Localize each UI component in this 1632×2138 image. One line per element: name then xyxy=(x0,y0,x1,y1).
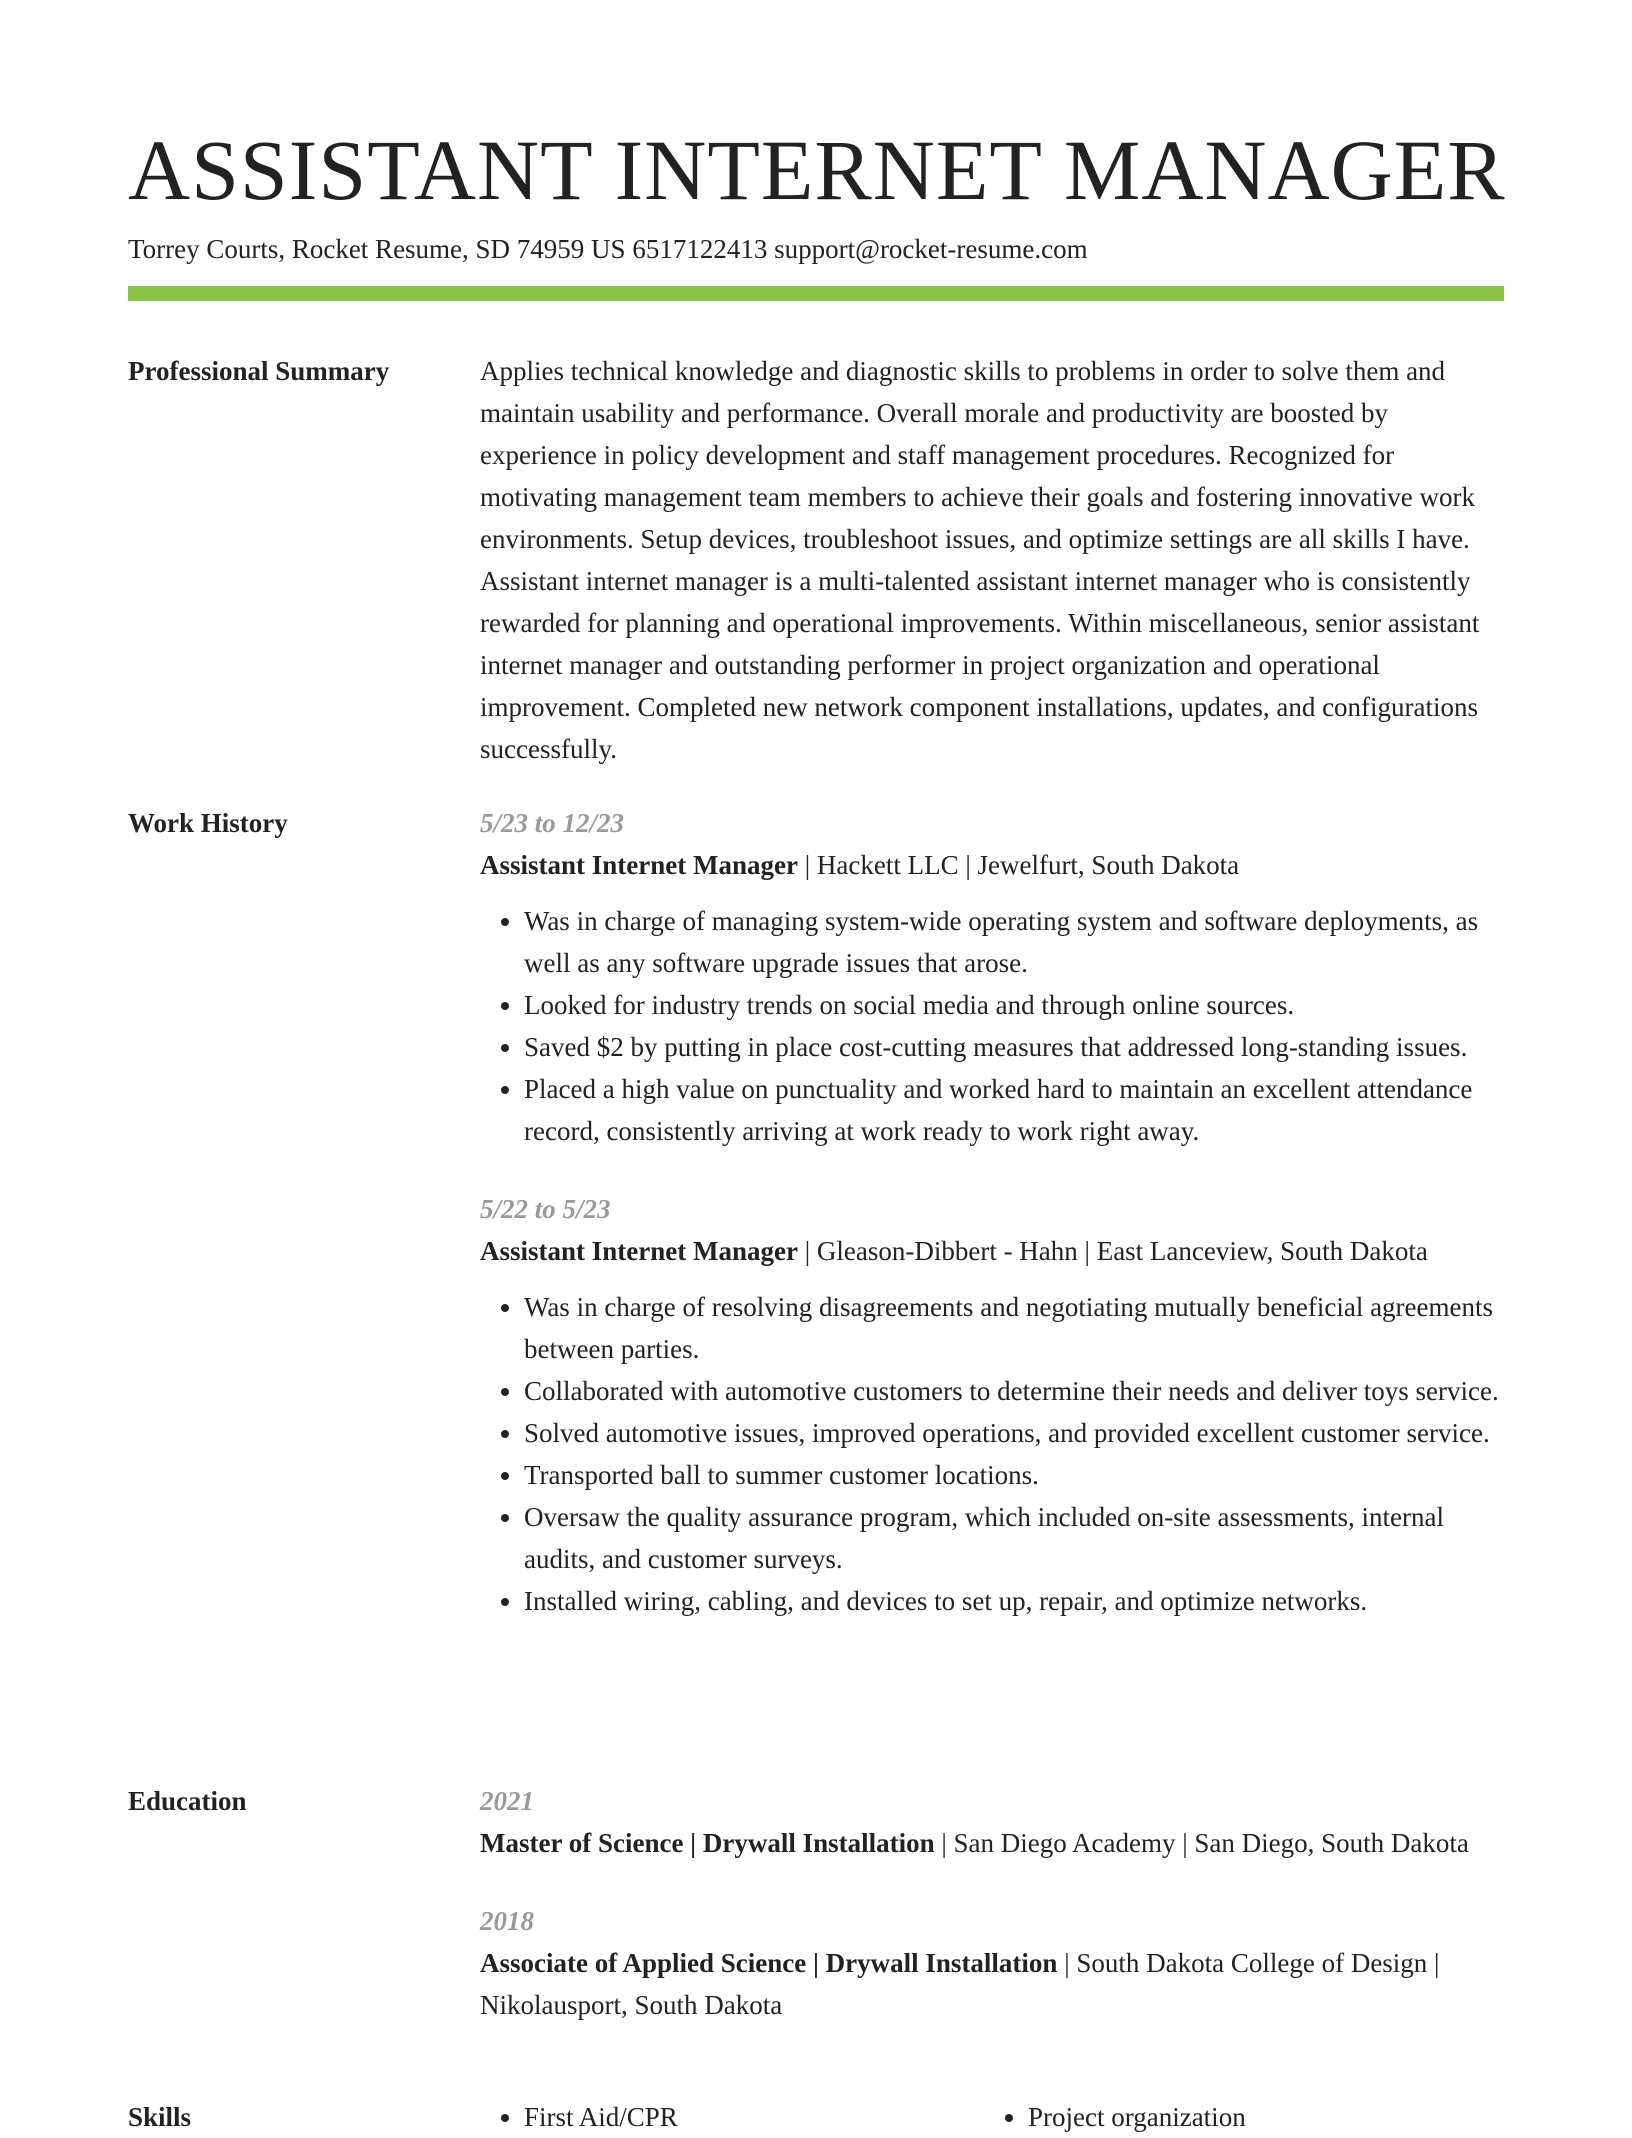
job-dates: 5/22 to 5/23 xyxy=(480,1194,611,1224)
education-school: | South Dakota College of Design | Nikolausport, South Dakota xyxy=(480,1948,1440,2020)
skill-item: • First Aid/CPR xyxy=(524,2096,984,2138)
education-school: | San Diego Academy | San Diego, South Dakota xyxy=(934,1828,1469,1858)
job-role-line xyxy=(480,844,1504,886)
job-title: Assistant Internet Manager xyxy=(480,1236,798,1266)
summary-text: Applies technical knowledge and diagnostic skills to problems in order to solve them and maintain usability and performance. Overall morale and productivity are boosted by experience in policy development and staff management procedures. Recognized for motivating management team members to achieve their goals and fostering innovative work environments. Setup devices, troubleshoot issues, and optimize settings are all skills I have. Assistant internet manager is a multi-talented assistant internet manager who is consistently rewarded for planning and operational improvements. Within miscellaneous, senior assistant internet manager and outstanding performer in project organization and operational improvement. Completed new network component installations, updates, and configurations successfully. xyxy=(480,356,1480,764)
summary-heading: Professional Summary xyxy=(128,356,390,386)
education-heading: Education xyxy=(128,1786,247,1816)
education-degree: Master of Science | Drywall Installation xyxy=(480,1828,935,1858)
job-entry xyxy=(480,802,1504,1152)
job-bullet: • Installed wiring, cabling, and devices to set up, repair, and optimize networks. xyxy=(524,1580,1504,1622)
education-line xyxy=(480,1942,1504,2026)
job-bullets xyxy=(480,1286,1504,1622)
job-bullet: • Transported ball to summer customer locations. xyxy=(524,1454,1504,1496)
education-degree: Associate of Applied Science | Drywall Installation xyxy=(480,1948,1058,1978)
job-employer-location: | Gleason-Dibbert - Hahn | East Lanceview, South Dakota xyxy=(797,1236,1428,1266)
work-history-heading: Work History xyxy=(128,808,288,838)
contact-info: Torrey Courts, Rocket Resume, SD 74959 US 6517122413 support@rocket-resume.com xyxy=(128,234,1088,264)
skill-item: • Project organization xyxy=(1028,2096,1488,2138)
education-line xyxy=(480,1822,1504,1864)
job-dates: 5/23 to 12/23 xyxy=(480,808,625,838)
job-bullet: • Was in charge of managing system-wide operating system and software deployments, as well as any software upgrade issues that arose. xyxy=(524,900,1504,984)
education-year: 2021 xyxy=(480,1786,534,1816)
skills-column xyxy=(984,2096,1488,2138)
education-entry xyxy=(480,1900,1504,2026)
job-bullet: • Oversaw the quality assurance program, which included on-site assessments, internal audits, and customer surveys. xyxy=(524,1496,1504,1580)
job-bullets xyxy=(480,900,1504,1152)
job-title: Assistant Internet Manager xyxy=(480,850,798,880)
job-entry xyxy=(480,1188,1504,1622)
job-bullet: • Was in charge of resolving disagreements and negotiating mutually beneficial agreements between parties. xyxy=(524,1286,1504,1370)
job-bullet: • Looked for industry trends on social media and through online sources. xyxy=(524,984,1504,1026)
job-bullet: • Collaborated with automotive customers to determine their needs and deliver toys service. xyxy=(524,1370,1504,1412)
resume-title: ASSISTANT INTERNET MANAGER xyxy=(128,122,1506,218)
education-entry xyxy=(480,1780,1504,1864)
education-year: 2018 xyxy=(480,1906,534,1936)
skills-heading: Skills xyxy=(128,2102,192,2132)
accent-divider xyxy=(128,286,1504,301)
job-bullet: • Placed a high value on punctuality and worked hard to maintain an excellent attendance record, consistently arriving at work ready to work right away. xyxy=(524,1068,1504,1152)
skills-column xyxy=(480,2096,984,2138)
job-bullet: • Saved $2 by putting in place cost-cutting measures that addressed long-standing issues. xyxy=(524,1026,1504,1068)
job-role-line xyxy=(480,1230,1504,1272)
skills-list xyxy=(480,2096,1504,2138)
job-employer-location: | Hackett LLC | Jewelfurt, South Dakota xyxy=(797,850,1240,880)
job-bullet: • Solved automotive issues, improved operations, and provided excellent customer service. xyxy=(524,1412,1504,1454)
